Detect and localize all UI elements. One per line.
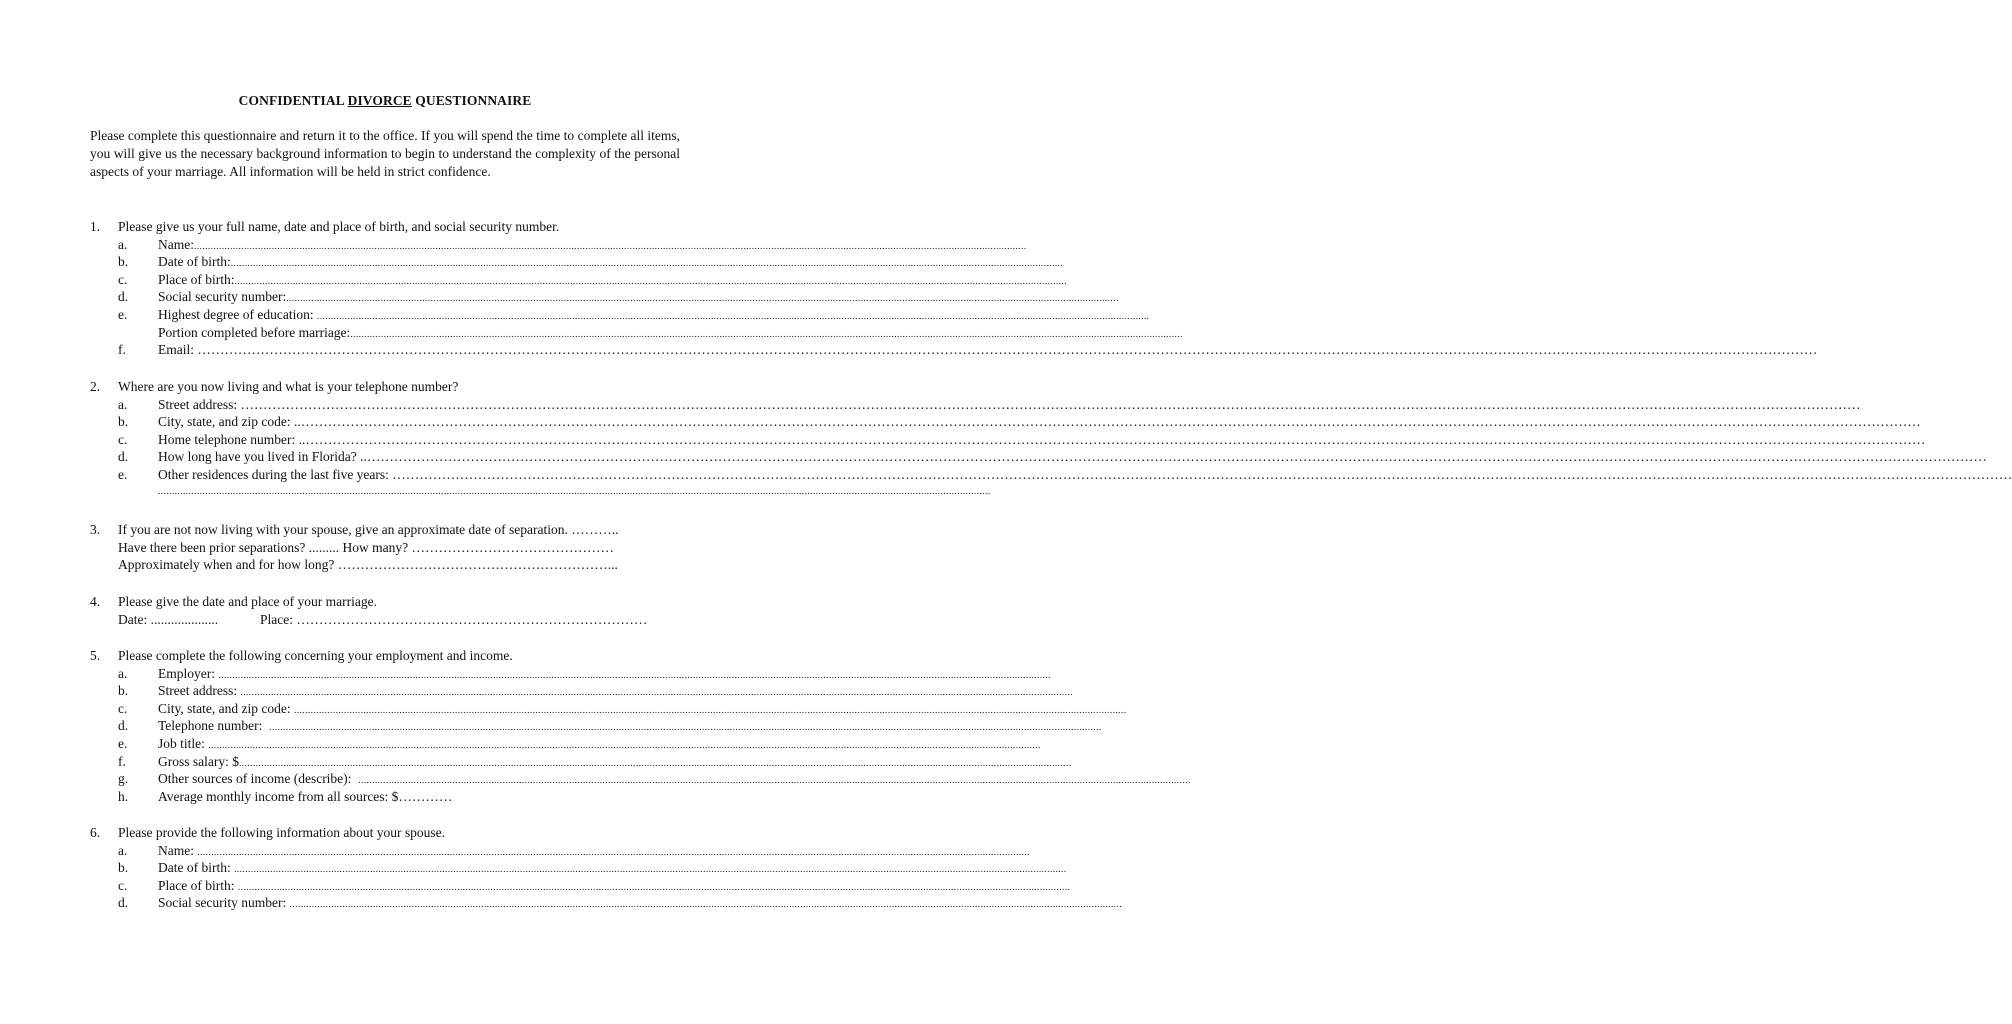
- question-number: 6.: [90, 825, 101, 840]
- field-label-ssn: Social security number:: [158, 289, 287, 305]
- answer-dotted-line[interactable]: ............................................................................................................................................................................................................................................................................................................: [230, 259, 1064, 270]
- item-letter: a.: [118, 665, 128, 681]
- answer-dotted-line[interactable]: ………………………………………………………………………………………………………………………………………………………………………………………………………………………………………………………………………………………………………………………………: [240, 396, 1861, 412]
- question-text: Please provide the following information about your spouse.: [118, 825, 445, 840]
- answer-row[interactable]: [90, 324, 1183, 342]
- answer-row[interactable]: [90, 788, 682, 806]
- intro-paragraph: Please complete this questionnaire and return it to the office. If you will spend the time to complete all items, you will give us the necessary background information to begin to understand the complexity of the personal aspects of your marriage. All information will be held in strict confidence.: [90, 128, 680, 179]
- answer-row[interactable]: [90, 859, 1067, 877]
- answer-row[interactable]: [90, 448, 1987, 466]
- title-prefix: CONFIDENTIAL: [238, 93, 348, 108]
- answer-row[interactable]: [90, 611, 682, 629]
- answer-dotted-line[interactable]: ............................................................................................................................................................................................................................................................................................................: [269, 723, 1102, 734]
- answer-row[interactable]: [90, 682, 1073, 700]
- answer-row[interactable]: [90, 770, 1191, 788]
- answer-dotted-line[interactable]: ………………………………………………………………………………………………………………………………………………………………………………………………………………………………………………………………………………………………………………………………: [197, 342, 1818, 358]
- item-letter: b.: [118, 254, 129, 270]
- item-letter: e.: [118, 306, 128, 322]
- field-label-other-income: Other sources of income (describe):: [158, 771, 359, 787]
- field-label-job-title: Job title:: [158, 735, 209, 751]
- answer-row[interactable]: [90, 556, 682, 574]
- field-label-spouse-pob: Place of birth:: [158, 877, 238, 893]
- field-label-other-residences: Other residences during the last five years:: [158, 466, 393, 482]
- question-text: If you are not now living with your spouse, give an approximate date of separation. ………..: [118, 522, 619, 537]
- answer-dotted-line[interactable]: ………………………………………………………………………………………………………………………………………………………………………………………………………………………………………………………………………………………………………………………………: [392, 466, 2012, 482]
- marriage-place-field[interactable]: Place: ……………………………………………………………………: [260, 611, 648, 627]
- answer-row[interactable]: [90, 753, 1072, 771]
- field-label-name: Name:: [158, 236, 194, 252]
- answer-row[interactable]: [90, 396, 1861, 414]
- item-letter: d.: [118, 289, 129, 305]
- answer-dotted-line[interactable]: ............................................................................................................................................................................................................................................................................................................: [158, 486, 991, 497]
- answer-row[interactable]: [90, 717, 1102, 735]
- answer-row[interactable]: [90, 735, 1041, 753]
- field-label-years-in-florida: How long have you lived in Florida? ..: [158, 449, 367, 465]
- field-label-gross-salary: Gross salary: $: [158, 753, 239, 769]
- field-label-city-state-zip: City, state, and zip code: ..: [158, 414, 301, 430]
- when-how-long-label: Approximately when and for how long? ……………………………………………………...: [118, 557, 618, 573]
- answer-dotted-line[interactable]: ............................................................................................................................................................................................................................................................................................................: [289, 900, 1123, 911]
- item-letter: e.: [118, 466, 128, 482]
- question-4: [90, 593, 682, 628]
- field-label-average-monthly-income: Average monthly income from all sources: $…………: [158, 788, 453, 804]
- field-label-portion-completed: Portion completed before marriage:: [158, 324, 351, 340]
- item-letter: h.: [118, 788, 129, 804]
- question-number: 5.: [90, 648, 101, 663]
- item-letter: b.: [118, 860, 129, 876]
- answer-dotted-line[interactable]: ............................................................................................................................................................................................................................................................................................................: [358, 776, 1191, 787]
- item-letter: b.: [118, 414, 129, 430]
- question-5: [90, 647, 1191, 805]
- answer-row[interactable]: [90, 253, 1064, 271]
- document-title: [0, 93, 770, 109]
- answer-row[interactable]: [90, 894, 1123, 912]
- item-letter: f.: [118, 753, 126, 769]
- item-letter: e.: [118, 735, 128, 751]
- question-2: [90, 378, 2012, 501]
- field-label-spouse-name: Name:: [158, 842, 198, 858]
- field-label-employer-city: City, state, and zip code:: [158, 700, 294, 716]
- answer-dotted-line[interactable]: ............................................................................................................................................................................................................................................................................................................: [218, 670, 1051, 681]
- title-underlined: DIVORCE: [347, 93, 412, 108]
- question-6: [90, 824, 1123, 912]
- question-number: 4.: [90, 594, 101, 609]
- answer-dotted-line[interactable]: ............................................................................................................................................................................................................................................................................................................: [350, 329, 1183, 340]
- field-label-spouse-dob: Date of birth:: [158, 860, 235, 876]
- answer-row[interactable]: [90, 466, 2012, 484]
- answer-dotted-line[interactable]: ............................................................................................................................................................................................................................................................................................................: [293, 705, 1127, 716]
- question-number: 1.: [90, 219, 101, 234]
- field-label-education: Highest degree of education:: [158, 306, 317, 322]
- answer-row[interactable]: [90, 413, 1921, 431]
- answer-row[interactable]: [90, 842, 1030, 860]
- answer-row[interactable]: [90, 431, 1926, 449]
- answer-dotted-line[interactable]: ............................................................................................................................................................................................................................................................................................................: [316, 311, 1150, 322]
- item-letter: c.: [118, 877, 128, 893]
- how-many-label: How many? ………………………………………: [339, 539, 615, 555]
- item-letter: c.: [118, 271, 128, 287]
- item-letter: d.: [118, 449, 129, 465]
- question-text: Please give the date and place of your marriage.: [118, 594, 378, 609]
- answer-row[interactable]: [90, 306, 1150, 324]
- answer-dotted-line[interactable]: ............................................................................................................................................................................................................................................................................................................: [234, 276, 1067, 287]
- answer-row[interactable]: [90, 877, 1071, 895]
- item-letter: a.: [118, 236, 128, 252]
- question-text: Where are you now living and what is your telephone number?: [118, 379, 459, 394]
- field-label-home-telephone: Home telephone number: ..: [158, 431, 306, 447]
- field-label-place-of-birth: Place of birth:: [158, 271, 235, 287]
- item-letter: d.: [118, 895, 129, 911]
- field-label-spouse-ssn: Social security number:: [158, 895, 290, 911]
- question-number: 2.: [90, 379, 101, 394]
- item-letter: a.: [118, 396, 128, 412]
- item-letter: g.: [118, 771, 129, 787]
- question-number: 3.: [90, 522, 101, 537]
- answer-row[interactable]: [90, 288, 1119, 306]
- answer-dotted-line[interactable]: ............................................................................................................................................................................................................................................................................................................: [197, 847, 1030, 858]
- marriage-date-field[interactable]: Date: ....................: [118, 611, 219, 627]
- field-label-employer-phone: Telephone number:: [158, 718, 270, 734]
- question-1: [90, 218, 1818, 359]
- item-letter: f.: [118, 342, 126, 358]
- question-3: [90, 521, 682, 574]
- answer-dotted-line[interactable]: ............................................................................................................................................................................................................................................................................................................: [234, 865, 1067, 876]
- answer-row[interactable]: [90, 341, 1818, 359]
- question-text: Please give us your full name, date and place of birth, and social security number.: [118, 219, 560, 234]
- answer-row[interactable]: [90, 236, 1027, 254]
- item-letter: c.: [118, 700, 128, 716]
- title-suffix: QUESTIONNAIRE: [411, 93, 532, 108]
- answer-dotted-line[interactable]: ............................................................................................................................................................................................................................................................................................................: [286, 294, 1119, 305]
- answer-dotted-line[interactable]: ............................................................................................................................................................................................................................................................................................................: [240, 688, 1073, 699]
- answer-row[interactable]: [90, 665, 1051, 683]
- answer-row[interactable]: [90, 271, 1067, 289]
- field-label-street-address: Street address:: [158, 396, 241, 412]
- answer-row[interactable]: [90, 700, 1127, 718]
- answer-dotted-line[interactable]: ………………………………………………………………………………………………………………………………………………………………………………………………………………………………………………………………………………………………………………………………: [366, 449, 1987, 465]
- answer-dotted-line[interactable]: ............................................................................................................................................................................................................................................................................................................: [239, 758, 1072, 769]
- answer-dotted-line[interactable]: ………………………………………………………………………………………………………………………………………………………………………………………………………………………………………………………………………………………………………………………………: [305, 431, 1926, 447]
- answer-dotted-line[interactable]: ............................................................................................................................................................................................................................................................................................................: [208, 740, 1041, 751]
- answer-row[interactable]: [90, 539, 682, 557]
- field-label-email: Email:: [158, 342, 198, 358]
- item-letter: c.: [118, 431, 128, 447]
- item-letter: a.: [118, 842, 128, 858]
- answer-dotted-line[interactable]: ............................................................................................................................................................................................................................................................................................................: [194, 241, 1027, 252]
- answer-dotted-line[interactable]: ………………………………………………………………………………………………………………………………………………………………………………………………………………………………………………………………………………………………………………………………: [300, 414, 1921, 430]
- answer-dotted-line[interactable]: ............................................................................................................................................................................................................................................................................................................: [237, 882, 1071, 893]
- answer-row[interactable]: [90, 484, 991, 502]
- prior-separations-label: Have there been prior separations? .........: [118, 539, 340, 555]
- item-letter: d.: [118, 718, 129, 734]
- field-label-date-of-birth: Date of birth:: [158, 254, 231, 270]
- field-label-employer-address: Street address:: [158, 683, 241, 699]
- item-letter: b.: [118, 683, 129, 699]
- field-label-employer: Employer:: [158, 665, 219, 681]
- question-text: Please complete the following concerning your employment and income.: [118, 648, 513, 663]
